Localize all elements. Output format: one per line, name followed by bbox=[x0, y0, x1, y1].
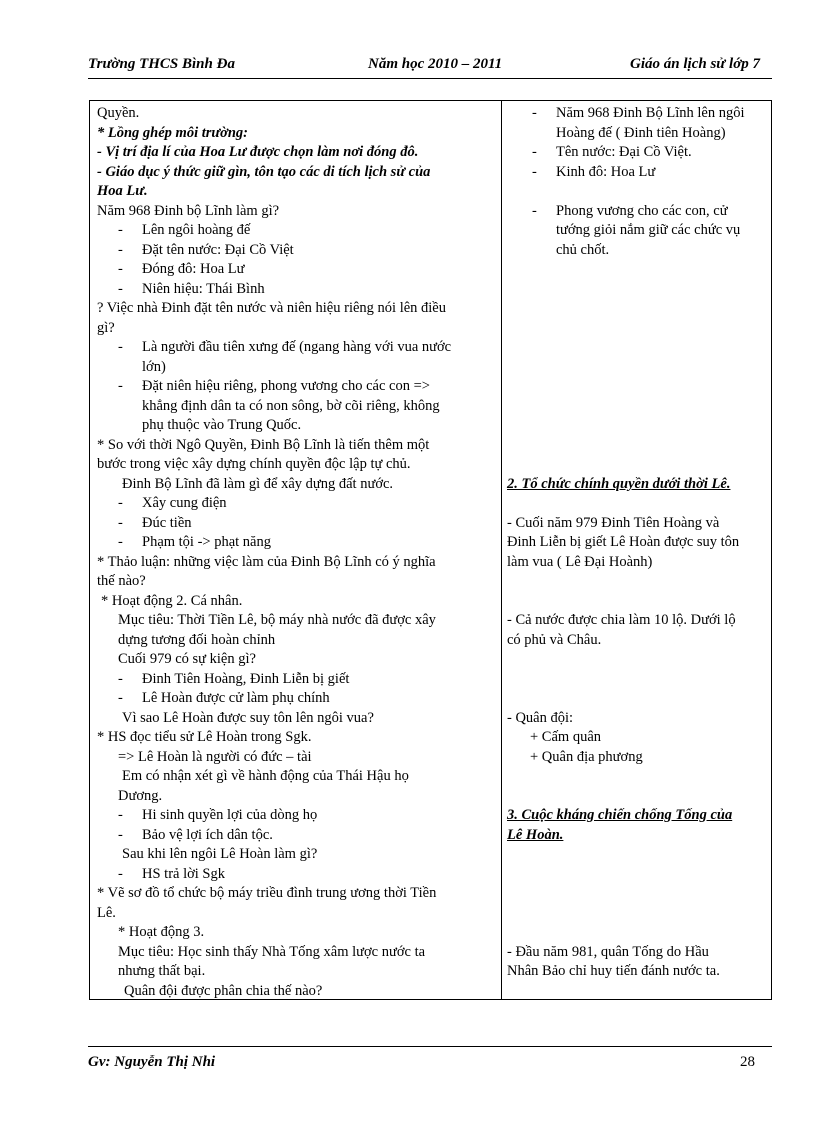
text-line: ? Việc nhà Đinh đặt tên nước và niên hiệu riêng nói lên điều bbox=[97, 300, 446, 316]
list-item-text: Bảo vệ lợi ích dân tộc. bbox=[142, 827, 273, 843]
list-item bbox=[118, 280, 265, 300]
list-item bbox=[118, 221, 250, 241]
list-dash: - bbox=[118, 281, 123, 297]
text-line: chủ chốt. bbox=[556, 242, 610, 258]
list-item bbox=[118, 826, 273, 846]
text-line: Em có nhận xét gì về hành động của Thái Hậu họ bbox=[122, 768, 409, 784]
text-line: Quyền. bbox=[97, 105, 140, 121]
text-line: - Giáo dục ý thức giữ gìn, tôn tạo các di tích lịch sử của bbox=[97, 164, 431, 180]
text-line: tướng giỏi nắm giữ các chức vụ bbox=[556, 222, 741, 238]
text-line: Lê. bbox=[97, 905, 116, 921]
school-year: Năm học 2010 – 2011 bbox=[368, 56, 503, 72]
text-line: khẳng định dân ta có non sông, bờ cõi riêng, không bbox=[142, 398, 440, 414]
text-line: lớn) bbox=[142, 359, 166, 375]
list-item-text: Đúc tiền bbox=[142, 515, 192, 531]
text-line: có phủ và Châu. bbox=[507, 632, 602, 648]
list-item-text: Phong vương cho các con, cử bbox=[556, 203, 728, 219]
text-line: Cuối 979 có sự kiện gì? bbox=[118, 651, 256, 667]
list-item-text: HS trả lời Sgk bbox=[142, 866, 225, 882]
text-line: * Vẽ sơ đồ tổ chức bộ máy triều đình trung ương thời Tiền bbox=[97, 885, 437, 901]
list-dash: - bbox=[532, 144, 537, 160]
list-item bbox=[118, 514, 192, 534]
text-line: Mục tiêu: Thời Tiền Lê, bộ máy nhà nước đã được xây bbox=[118, 612, 436, 628]
teacher-name: Gv: Nguyễn Thị Nhi bbox=[88, 1054, 216, 1070]
text-line: * So với thời Ngô Quyền, Đinh Bộ Lĩnh là tiến thêm một bbox=[97, 437, 430, 453]
text-line: Hoa Lư. bbox=[97, 183, 148, 199]
text-line: phụ thuộc vào Trung Quốc. bbox=[142, 417, 302, 433]
text-line: Mục tiêu: Học sinh thấy Nhà Tống xâm lược nước ta bbox=[118, 944, 426, 960]
list-dash: - bbox=[118, 671, 123, 687]
text-line: Nhân Bảo chỉ huy tiến đánh nước ta. bbox=[507, 963, 720, 979]
section-heading: 2. Tổ chức chính quyền dưới thời Lê. bbox=[507, 476, 731, 492]
list-item bbox=[118, 533, 271, 553]
list-item-text: Đóng đô: Hoa Lư bbox=[142, 261, 245, 277]
text-line: gì? bbox=[97, 320, 115, 336]
list-dash: - bbox=[118, 690, 123, 706]
list-item bbox=[118, 377, 430, 397]
list-item-text: Kinh đô: Hoa Lư bbox=[556, 164, 656, 180]
footer-rule bbox=[88, 1046, 772, 1047]
column-divider bbox=[501, 100, 502, 1000]
subject-title: Giáo án lịch sử lớp 7 bbox=[630, 56, 760, 72]
list-item bbox=[118, 338, 451, 358]
page-number: 28 bbox=[740, 1054, 755, 1070]
list-dash: - bbox=[118, 242, 123, 258]
text-line: Đinh Bộ Lĩnh đã làm gì để xây dựng đất nước. bbox=[122, 476, 394, 492]
list-item-text: Lên ngôi hoàng đế bbox=[142, 222, 251, 238]
list-item-text: Phạm tội -> phạt năng bbox=[142, 534, 271, 550]
list-dash: - bbox=[118, 222, 123, 238]
text-line: + Quân địa phương bbox=[530, 749, 643, 765]
list-dash: - bbox=[118, 261, 123, 277]
list-item bbox=[118, 689, 330, 709]
list-dash: - bbox=[118, 866, 123, 882]
text-line: Hoàng đế ( Đinh tiên Hoàng) bbox=[556, 125, 726, 141]
text-line: Quân đội được phân chia thế nào? bbox=[124, 983, 323, 999]
text-line: nhưng thất bại. bbox=[118, 963, 206, 979]
text-line: - Đầu năm 981, quân Tống do Hầu bbox=[507, 944, 709, 960]
list-item bbox=[118, 260, 245, 280]
list-dash: - bbox=[532, 164, 537, 180]
text-line: * HS đọc tiểu sử Lê Hoàn trong Sgk. bbox=[97, 729, 312, 745]
header-rule bbox=[88, 78, 772, 79]
list-item bbox=[532, 104, 745, 124]
list-dash: - bbox=[118, 807, 123, 823]
text-line: - Cả nước được chia làm 10 lộ. Dưới lộ bbox=[507, 612, 736, 628]
activity-heading: * Hoạt động 2. Cá nhân. bbox=[101, 593, 243, 609]
text-line: * Thảo luận: những việc làm của Đinh Bộ Lĩnh có ý nghĩa bbox=[97, 554, 436, 570]
list-item-text: Tên nước: Đại Cồ Việt. bbox=[556, 144, 692, 160]
text-line: thế nào? bbox=[97, 573, 146, 589]
list-item-text: Là người đầu tiên xưng đế (ngang hàng với vua nước bbox=[142, 339, 452, 355]
section-heading: 3. Cuộc kháng chiến chống Tống của bbox=[507, 807, 733, 823]
list-dash: - bbox=[532, 203, 537, 219]
list-item-text: Hi sinh quyền lợi của dòng họ bbox=[142, 807, 318, 823]
text-line: dựng tương đối hoàn chỉnh bbox=[118, 632, 276, 648]
text-line: - Vị trí địa lí của Hoa Lư được chọn làm nơi đóng đô. bbox=[97, 144, 419, 160]
list-dash: - bbox=[118, 378, 123, 394]
page-header bbox=[88, 56, 760, 76]
list-item bbox=[118, 865, 225, 885]
list-item bbox=[532, 202, 728, 222]
list-dash: - bbox=[118, 495, 123, 511]
list-dash: - bbox=[118, 515, 123, 531]
list-dash: - bbox=[118, 827, 123, 843]
list-item bbox=[532, 163, 655, 183]
school-name: Trường THCS Bình Đa bbox=[88, 56, 235, 72]
list-item-text: Xây cung điện bbox=[142, 495, 227, 511]
list-item-text: Đặt niên hiệu riêng, phong vương cho các con => bbox=[142, 378, 430, 394]
text-line: - Cuối năm 979 Đinh Tiên Hoàng và bbox=[507, 515, 720, 531]
text-line: + Cấm quân bbox=[530, 729, 601, 745]
list-item bbox=[118, 670, 349, 690]
list-item bbox=[118, 241, 294, 261]
text-line: Năm 968 Đinh bộ Lĩnh làm gì? bbox=[97, 203, 280, 219]
text-line: - Quân đội: bbox=[507, 710, 574, 726]
text-line: Dương. bbox=[118, 788, 163, 804]
section-heading: Lê Hoàn. bbox=[507, 827, 564, 843]
text-line: Đinh Liễn bị giết Lê Hoàn được suy tôn bbox=[507, 534, 740, 550]
section-heading: * Lồng ghép môi trường: bbox=[97, 125, 249, 141]
text-line: Vì sao Lê Hoàn được suy tôn lên ngôi vua? bbox=[122, 710, 374, 726]
list-item-text: Năm 968 Đinh Bộ Lĩnh lên ngôi bbox=[556, 105, 745, 121]
list-dash: - bbox=[532, 105, 537, 121]
text-line: Sau khi lên ngôi Lê Hoàn làm gì? bbox=[122, 846, 318, 862]
list-item-text: Niên hiệu: Thái Bình bbox=[142, 281, 265, 297]
list-item bbox=[118, 806, 317, 826]
list-item bbox=[118, 494, 227, 514]
text-line: => Lê Hoàn là người có đức – tài bbox=[118, 749, 312, 765]
list-item-text: Đinh Tiên Hoàng, Đinh Liễn bị giết bbox=[142, 671, 350, 687]
list-dash: - bbox=[118, 534, 123, 550]
text-line: làm vua ( Lê Đại Hoành) bbox=[507, 554, 653, 570]
list-item bbox=[532, 143, 692, 163]
list-dash: - bbox=[118, 339, 123, 355]
list-item-text: Lê Hoàn được cử làm phụ chính bbox=[142, 690, 330, 706]
text-line: bước trong việc xây dựng chính quyền độc lập tự chủ. bbox=[97, 456, 411, 472]
activity-heading: * Hoạt động 3. bbox=[118, 924, 205, 940]
list-item-text: Đặt tên nước: Đại Cồ Việt bbox=[142, 242, 294, 258]
